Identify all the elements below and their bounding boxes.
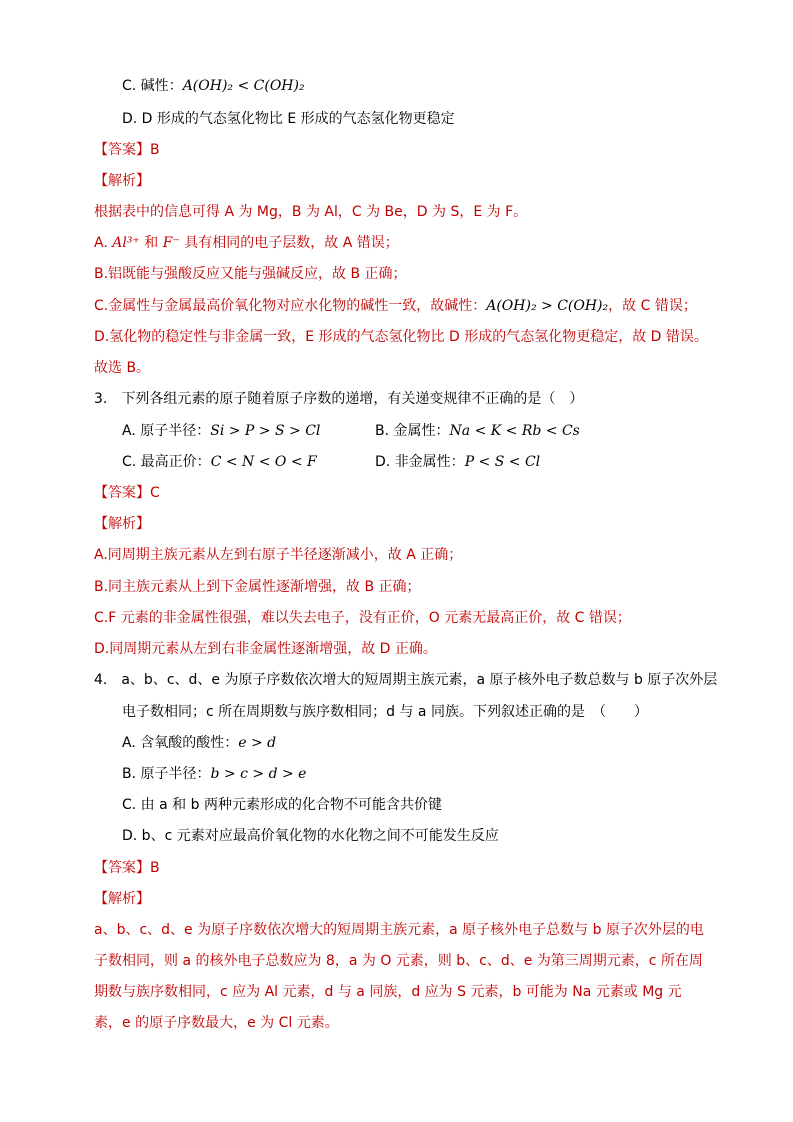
q2-option-c <box>122 76 305 96</box>
q3-option-d-math: P < S < Cl <box>464 454 541 470</box>
q3-analysis-d: D.同周期元素从左到右非金属性逐渐增强，故 D 正确。 <box>94 641 437 657</box>
q4-option-d: D. b、c 元素对应最高价氧化物的水化物之间不可能发生反应 <box>122 828 499 844</box>
q3-analysis-b: B.同主族元素从上到下金属性逐渐增强，故 B 正确； <box>94 579 421 595</box>
answer-value: C <box>150 485 160 501</box>
q2-analysis-line: 根据表中的信息可得 A 为 Mg，B 为 Al，C 为 Be，D 为 S，E 为 F。 <box>94 204 528 220</box>
q2-analysis-c <box>94 296 697 316</box>
q3-analysis-a: A.同周期主族元素从左到右原子半径逐渐减小，故 A 正确； <box>94 547 463 563</box>
q3-analysis-c: C.F 元素的非金属性很强，难以失去电子，没有正价，O 元素无最高正价，故 C 错误； <box>94 610 631 626</box>
q4-analysis-text: a、b、c、d、e 为原子序数依次增大的短周期主族元素，a 原子核外电子总数与 b 原子次外层的电子数相同，则 a 的核外电子总数应为 8，a 为 O 元素，则 b、c、d、e 为第三周期元素，c 所在周期数与族序数相同，c 应为 Al 元素，d 与 a 同族，d 应为 S 元素，b 可能为 Na 元素或 Mg 元素，e 的原子序数最大，e 为 Cl 元素。 <box>94 922 704 1031</box>
q3-option-a <box>122 421 320 441</box>
q2-analysis-d: D.氢化物的稳定性与非金属一致，E 形成的气态氢化物比 D 形成的气态氢化物更稳定，故 D 错误。 <box>94 329 708 345</box>
text: C.金属性与金属最高价氧化物对应水化物的碱性一致，故碱性： <box>94 298 487 314</box>
q2-conclusion: 故选 B。 <box>94 360 151 376</box>
q2-analysis-tag: 【解析】 <box>94 173 150 189</box>
al-ion-math: Al³⁺ <box>112 235 140 251</box>
q4-option-b-math: b > c > d > e <box>210 766 307 782</box>
text: B. 原子半径： <box>122 766 211 782</box>
q3-stem: 3. 下列各组元素的原子随着原子序数的递增，有关递变规律不正确的是（ ） <box>94 391 584 407</box>
text: ，故 C 错误； <box>608 298 697 314</box>
answer-value: B <box>150 142 160 158</box>
q2-option-c-math: A(OH)₂ < C(OH)₂ <box>182 78 305 94</box>
q2-analysis-a <box>94 233 399 253</box>
q3-answer <box>94 483 160 503</box>
q4-option-c: C. 由 a 和 b 两种元素形成的化合物不可能含共价键 <box>122 797 442 813</box>
text: C. 最高正价： <box>122 454 211 470</box>
text: 和 <box>139 235 163 251</box>
q4-option-a <box>122 733 276 753</box>
q4-analysis-tag: 【解析】 <box>94 891 150 907</box>
q2-analysis-c-math: A(OH)₂ > C(OH)₂ <box>486 298 609 314</box>
answer-tag: 【答案】 <box>94 485 150 501</box>
q3-option-b <box>375 421 580 441</box>
q3-option-c-math: C < N < O < F <box>210 454 317 470</box>
q4-option-a-math: e > d <box>238 735 277 751</box>
q3-option-c <box>122 452 317 472</box>
q3-option-b-math: Na < K < Rb < Cs <box>449 423 580 439</box>
q4-stem-line2: 电子数相同；c 所在周期数与族序数相同；d 与 a 同族。下列叙述正确的是 （ ） <box>122 704 648 720</box>
q3-option-a-math: Si > P > S > Cl <box>210 423 321 439</box>
q2-option-c-label: C. 碱性： <box>122 78 183 94</box>
q3-analysis-tag: 【解析】 <box>94 516 150 532</box>
q4-stem-line1: 4. a、b、c、d、e 为原子序数依次增大的短周期主族元素，a 原子核外电子数总数与 b 原子次外层 <box>94 672 718 688</box>
answer-tag: 【答案】 <box>94 142 150 158</box>
q3-option-d <box>375 452 540 472</box>
f-ion-math: F⁻ <box>162 235 180 251</box>
q2-answer <box>94 140 160 160</box>
text: D. 非金属性： <box>375 454 465 470</box>
q4-answer <box>94 858 160 878</box>
text: A. <box>94 235 113 251</box>
text: B. 金属性： <box>375 423 450 439</box>
text: 具有相同的电子层数，故 A 错误； <box>179 235 399 251</box>
q2-option-d: D. D 形成的气态氢化物比 E 形成的气态氢化物更稳定 <box>122 111 455 127</box>
answer-value: B <box>150 860 160 876</box>
q2-analysis-b: B.铝既能与强酸反应又能与强碱反应，故 B 正确； <box>94 266 407 282</box>
q4-option-b <box>122 764 306 784</box>
answer-tag: 【答案】 <box>94 860 150 876</box>
text: A. 原子半径： <box>122 423 211 439</box>
text: A. 含氧酸的酸性： <box>122 735 239 751</box>
